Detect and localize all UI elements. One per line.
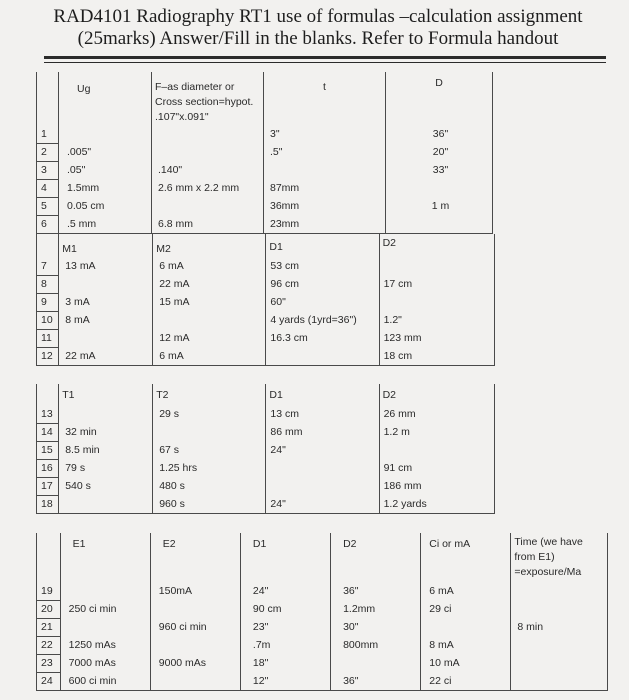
- cell-t1[interactable]: 8.5 min: [59, 442, 153, 460]
- cell-e1[interactable]: 7000 mAs: [60, 655, 150, 673]
- cell-e2[interactable]: 150mA: [150, 583, 240, 601]
- cell-d1[interactable]: 16.3 cm: [266, 330, 379, 348]
- row-number: 11: [37, 330, 59, 348]
- cell-d2[interactable]: [379, 442, 494, 460]
- header-d2: D2: [379, 384, 494, 406]
- table-row: [37, 216, 609, 234]
- row-number: 13: [37, 406, 59, 424]
- header-t: t: [264, 72, 386, 126]
- header-f: F–as diameter or Cross section=hypot. .107"x.091": [152, 72, 264, 126]
- cell-d2[interactable]: 91 cm: [379, 460, 494, 478]
- cell-e2[interactable]: [150, 637, 240, 655]
- cell-t[interactable]: 36mm: [264, 198, 386, 216]
- table-geometric-unsharpness: [36, 72, 609, 234]
- header-t2: T2: [153, 384, 266, 406]
- cell-d2[interactable]: [379, 258, 494, 276]
- row-number: 19: [37, 583, 61, 601]
- table-row: [37, 460, 608, 478]
- title-underline-thin: [44, 62, 606, 63]
- row-number: 14: [37, 424, 59, 442]
- title-line-2: (25marks) Answer/Fill in the blanks. Refer to Formula handout: [77, 28, 559, 49]
- cell-ci[interactable]: 29 ci: [421, 601, 511, 619]
- cell-d2[interactable]: [331, 655, 421, 673]
- cell-d1[interactable]: 12": [240, 673, 330, 691]
- header-d2: D2: [331, 533, 421, 583]
- cell-e1[interactable]: [60, 583, 150, 601]
- header-time: Time (we have from E1) =exposure/Ma: [511, 533, 608, 583]
- cell-d2[interactable]: 26 mm: [379, 406, 494, 424]
- cell-f[interactable]: [152, 144, 264, 162]
- cell-t2[interactable]: [153, 424, 266, 442]
- cell-d1[interactable]: 86 mm: [266, 424, 379, 442]
- table-row: [37, 180, 609, 198]
- cell-ug[interactable]: 0.05 cm: [59, 198, 152, 216]
- title-underline: [44, 56, 606, 59]
- cell-d[interactable]: 1 m: [386, 198, 493, 216]
- assignment-title: [28, 6, 608, 50]
- row-number: 22: [37, 637, 61, 655]
- cell-d1[interactable]: 53 cm: [266, 258, 379, 276]
- title-line-1: RAD4101 Radiography RT1 use of formulas –calculation assignment: [53, 6, 583, 27]
- cell-time[interactable]: [511, 601, 608, 619]
- row-number: 5: [37, 198, 59, 216]
- table-row: [37, 601, 608, 619]
- row-number: 8: [37, 276, 59, 294]
- cell-f[interactable]: .140": [152, 162, 264, 180]
- cell-d1[interactable]: 96 cm: [266, 276, 379, 294]
- cell-f[interactable]: [152, 126, 264, 144]
- row-number-header: [37, 533, 61, 583]
- cell-d1[interactable]: 24": [266, 496, 379, 514]
- cell-d2[interactable]: [379, 294, 494, 312]
- cell-m1[interactable]: [59, 276, 153, 294]
- cell-d[interactable]: 36": [386, 126, 493, 144]
- cell-t2[interactable]: 960 s: [153, 496, 266, 514]
- cell-e2[interactable]: 9000 mAs: [150, 655, 240, 673]
- table-row: [37, 637, 608, 655]
- row-number: 3: [37, 162, 59, 180]
- table-row: [37, 496, 608, 514]
- cell-d2[interactable]: 1.2mm: [331, 601, 421, 619]
- cell-d1[interactable]: 90 cm: [240, 601, 330, 619]
- table2-body: [37, 234, 608, 366]
- table-row: [37, 258, 608, 276]
- row-number: 2: [37, 144, 59, 162]
- table-exposure-distance: [36, 533, 608, 691]
- cell-ug[interactable]: .005": [59, 144, 152, 162]
- header-ug: Ug: [59, 72, 152, 126]
- table-row: [37, 442, 608, 460]
- cell-m1[interactable]: 22 mA: [59, 348, 153, 366]
- cell-d1[interactable]: 13 cm: [266, 406, 379, 424]
- table-milliamperage-distance: [36, 234, 608, 366]
- cell-m2[interactable]: [153, 312, 266, 330]
- cell-d2[interactable]: 1.2 yards: [379, 496, 494, 514]
- cell-e2[interactable]: 960 ci min: [150, 619, 240, 637]
- cell-m2[interactable]: 6 mA: [153, 258, 266, 276]
- table-row: [37, 144, 609, 162]
- cell-ci[interactable]: 6 mA: [421, 583, 511, 601]
- cell-d[interactable]: 33": [386, 162, 493, 180]
- cell-ug[interactable]: 1.5mm: [59, 180, 152, 198]
- cell-d2[interactable]: 18 cm: [379, 348, 494, 366]
- row-number: 9: [37, 294, 59, 312]
- cell-t[interactable]: .5": [264, 144, 386, 162]
- table-row: [37, 276, 608, 294]
- row-number: 20: [37, 601, 61, 619]
- table-row: [37, 330, 608, 348]
- cell-d1[interactable]: 60": [266, 294, 379, 312]
- cell-d2[interactable]: 123 mm: [379, 330, 494, 348]
- header-ci-or-ma: Ci or mA: [421, 533, 511, 583]
- row-number: 7: [37, 258, 59, 276]
- cell-t2[interactable]: 67 s: [153, 442, 266, 460]
- header-d1: D1: [266, 234, 379, 258]
- cell-e1[interactable]: 250 ci min: [60, 601, 150, 619]
- row-number: 18: [37, 496, 59, 514]
- table-row: [37, 655, 608, 673]
- cell-time[interactable]: [511, 637, 608, 655]
- table-row: [37, 619, 608, 637]
- cell-m2[interactable]: 15 mA: [153, 294, 266, 312]
- cell-d2[interactable]: 30": [331, 619, 421, 637]
- cell-d[interactable]: [386, 180, 493, 198]
- cell-e1[interactable]: 600 ci min: [60, 673, 150, 691]
- cell-ci[interactable]: 10 mA: [421, 655, 511, 673]
- row-number: 17: [37, 478, 59, 496]
- table-row: [37, 424, 608, 442]
- cell-d1[interactable]: 4 yards (1yrd=36"): [266, 312, 379, 330]
- row-number: 24: [37, 673, 61, 691]
- cell-d1[interactable]: 24": [266, 442, 379, 460]
- cell-t[interactable]: 3": [264, 126, 386, 144]
- cell-ug[interactable]: [59, 126, 152, 144]
- cell-t1[interactable]: [59, 406, 153, 424]
- cell-t[interactable]: [264, 162, 386, 180]
- cell-d[interactable]: [386, 216, 493, 234]
- row-number-header: [37, 384, 59, 406]
- row-number: 16: [37, 460, 59, 478]
- cell-e1[interactable]: 1250 mAs: [60, 637, 150, 655]
- table-time-distance: [36, 384, 608, 514]
- cell-time[interactable]: [511, 673, 608, 691]
- cell-ug[interactable]: .05": [59, 162, 152, 180]
- row-number: 21: [37, 619, 61, 637]
- header-m1: M1: [59, 234, 153, 258]
- row-number: 15: [37, 442, 59, 460]
- header-e1: E1: [60, 533, 150, 583]
- table-row: [37, 126, 609, 144]
- cell-f[interactable]: 2.6 mm x 2.2 mm: [152, 180, 264, 198]
- cell-d2[interactable]: 17 cm: [379, 276, 494, 294]
- cell-d2[interactable]: 1.2 m: [379, 424, 494, 442]
- cell-ci[interactable]: [421, 619, 511, 637]
- table-row: [37, 673, 608, 691]
- row-number-header: [37, 72, 59, 126]
- row-number: 6: [37, 216, 59, 234]
- table-row: [37, 312, 608, 330]
- cell-m2[interactable]: 6 mA: [153, 348, 266, 366]
- cell-d1[interactable]: .7m: [240, 637, 330, 655]
- row-number: 10: [37, 312, 59, 330]
- table-row: [37, 478, 608, 496]
- cell-f[interactable]: 6.8 mm: [152, 216, 264, 234]
- cell-f[interactable]: [152, 198, 264, 216]
- cell-t[interactable]: 23mm: [264, 216, 386, 234]
- cell-m1[interactable]: [59, 330, 153, 348]
- row-number: 23: [37, 655, 61, 673]
- cell-t2[interactable]: 1.25 hrs: [153, 460, 266, 478]
- cell-m2[interactable]: 22 mA: [153, 276, 266, 294]
- row-number-header: [37, 234, 59, 258]
- cell-ci[interactable]: 22 ci: [421, 673, 511, 691]
- table-row: [37, 294, 608, 312]
- cell-time[interactable]: [511, 583, 608, 601]
- cell-e1[interactable]: [60, 619, 150, 637]
- cell-t1[interactable]: [59, 496, 153, 514]
- cell-d2[interactable]: 1.2": [379, 312, 494, 330]
- header-d1: D1: [266, 384, 379, 406]
- table-row: [37, 198, 609, 216]
- cell-t1[interactable]: 540 s: [59, 478, 153, 496]
- cell-t1[interactable]: 79 s: [59, 460, 153, 478]
- header-e2: E2: [150, 533, 240, 583]
- cell-d1[interactable]: 23": [240, 619, 330, 637]
- cell-e2[interactable]: [150, 601, 240, 619]
- cell-t2[interactable]: 29 s: [153, 406, 266, 424]
- table-row: [37, 162, 609, 180]
- cell-d2[interactable]: 36": [331, 673, 421, 691]
- row-number: 4: [37, 180, 59, 198]
- cell-t1[interactable]: 32 min: [59, 424, 153, 442]
- header-d2: D2: [379, 234, 494, 258]
- row-number: 12: [37, 348, 59, 366]
- cell-time[interactable]: [511, 655, 608, 673]
- cell-d1[interactable]: [266, 348, 379, 366]
- table4-body: [37, 533, 608, 691]
- cell-d1[interactable]: 18": [240, 655, 330, 673]
- cell-m1[interactable]: 13 mA: [59, 258, 153, 276]
- cell-d1[interactable]: [266, 460, 379, 478]
- table3-body: [37, 384, 608, 514]
- cell-m1[interactable]: 3 mA: [59, 294, 153, 312]
- header-m2: M2: [153, 234, 266, 258]
- cell-t[interactable]: 87mm: [264, 180, 386, 198]
- header-t1: T1: [59, 384, 153, 406]
- cell-m1[interactable]: 8 mA: [59, 312, 153, 330]
- table1-body: [37, 72, 609, 234]
- cell-time[interactable]: 8 min: [511, 619, 608, 637]
- table-row: [37, 406, 608, 424]
- cell-d2[interactable]: 800mm: [331, 637, 421, 655]
- cell-d1[interactable]: 24": [240, 583, 330, 601]
- row-number: 1: [37, 126, 59, 144]
- cell-d2[interactable]: 36": [331, 583, 421, 601]
- cell-m2[interactable]: 12 mA: [153, 330, 266, 348]
- cell-ci[interactable]: 8 mA: [421, 637, 511, 655]
- cell-d2[interactable]: 186 mm: [379, 478, 494, 496]
- table-row: [37, 348, 608, 366]
- header-d1: D1: [240, 533, 330, 583]
- cell-e2[interactable]: [150, 673, 240, 691]
- cell-d1[interactable]: [266, 478, 379, 496]
- table-row: [37, 583, 608, 601]
- cell-d[interactable]: 20": [386, 144, 493, 162]
- cell-ug[interactable]: .5 mm: [59, 216, 152, 234]
- cell-t2[interactable]: 480 s: [153, 478, 266, 496]
- header-d: D: [386, 72, 493, 126]
